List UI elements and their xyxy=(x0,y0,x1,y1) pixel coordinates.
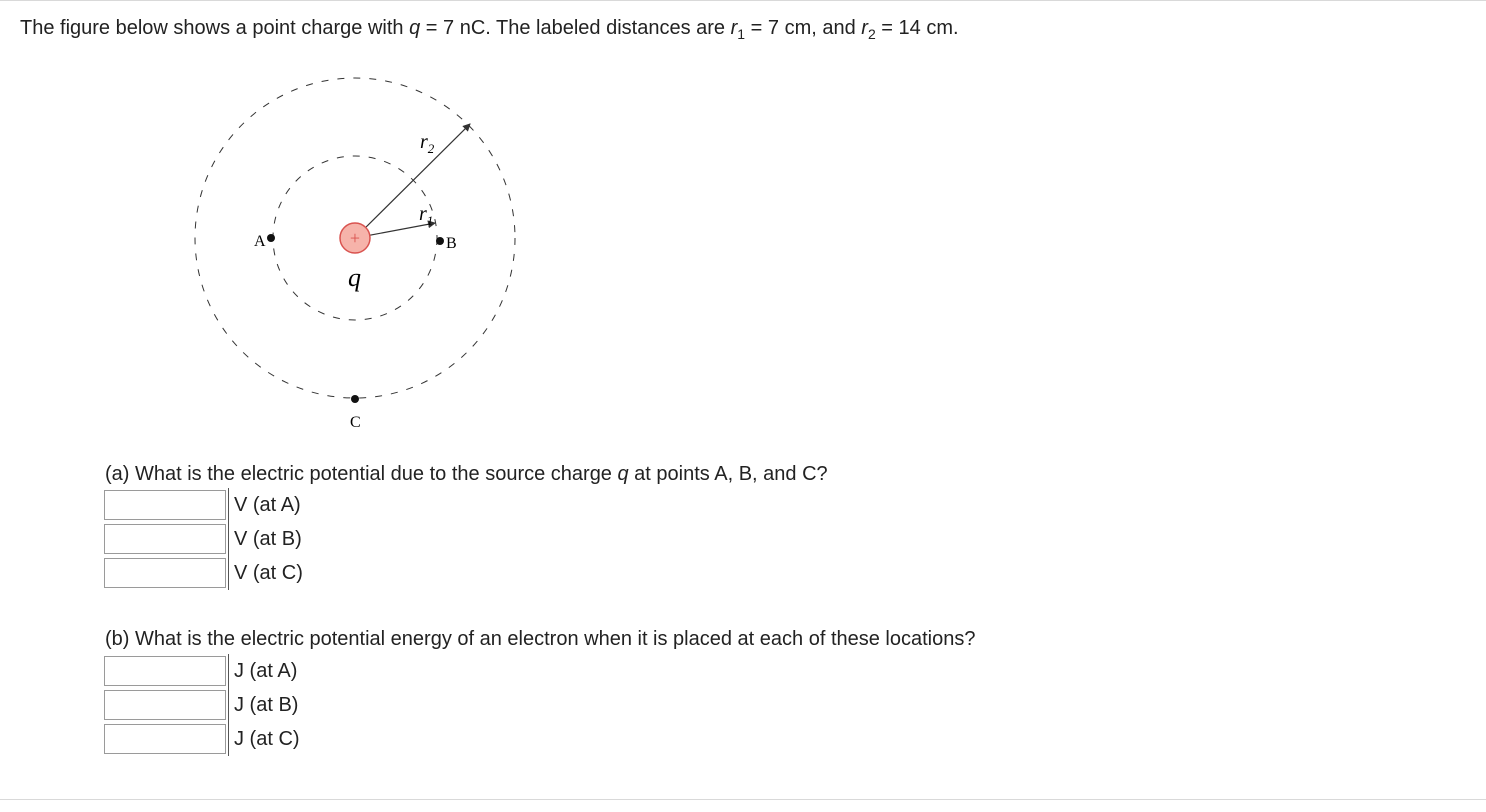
plus-sign-icon: + xyxy=(349,228,361,248)
unit-label-v-b: V (at B) xyxy=(228,522,302,556)
energy-a-input[interactable] xyxy=(104,656,226,686)
point-c-dot xyxy=(351,395,359,403)
intro-text: The figure below shows a point charge with xyxy=(20,17,410,39)
bottom-divider xyxy=(0,799,1486,800)
answer-row-j-b xyxy=(104,688,298,722)
q-symbol: q xyxy=(409,17,421,39)
point-a-label: A xyxy=(254,233,266,250)
energy-c-input[interactable] xyxy=(104,724,226,754)
r2-symbol: r xyxy=(861,17,868,39)
point-b-label: B xyxy=(446,235,457,252)
unit-label-j-a: J (at A) xyxy=(228,654,297,688)
unit-label-v-a: V (at A) xyxy=(228,488,301,522)
answer-row-j-c xyxy=(104,722,300,756)
point-b-dot xyxy=(436,237,444,245)
unit-label-v-c: V (at C) xyxy=(228,556,303,590)
r1-label: $r_1$ xyxy=(419,203,434,228)
answer-row-j-a xyxy=(104,654,297,688)
potential-b-input[interactable] xyxy=(104,524,226,554)
r1-value-text: = 7 cm, and xyxy=(745,17,862,39)
point-a-dot xyxy=(267,234,275,242)
top-divider xyxy=(0,0,1486,1)
potential-a-input[interactable] xyxy=(104,490,226,520)
q-value-text: = 7 nC. The labeled distances are xyxy=(420,17,731,39)
part-a-question: (a) What is the electric potential due to the source charge q at points A, B, and C? xyxy=(105,463,828,485)
answer-row-v-b xyxy=(104,522,302,556)
charge-figure xyxy=(170,60,560,440)
energy-b-input[interactable] xyxy=(104,690,226,720)
r1-subscript: 1 xyxy=(737,26,746,42)
answer-row-v-c xyxy=(104,556,303,590)
problem-statement xyxy=(20,16,959,46)
r1-symbol: r xyxy=(730,17,738,39)
potential-c-input[interactable] xyxy=(104,558,226,588)
charge-label: q xyxy=(348,263,361,292)
r2-subscript: 2 xyxy=(867,26,876,42)
answer-row-v-a xyxy=(104,488,301,522)
r2-arrow xyxy=(355,124,470,238)
r2-value-text: = 14 cm. xyxy=(875,17,959,39)
part-b-question: (b) What is the electric potential energy of an electron when it is placed at each of these locations? xyxy=(105,628,976,650)
unit-label-j-b: J (at B) xyxy=(228,688,298,722)
unit-label-j-c: J (at C) xyxy=(228,722,300,756)
point-c-label: C xyxy=(350,414,361,431)
r2-label: $r_2$ xyxy=(420,131,435,156)
